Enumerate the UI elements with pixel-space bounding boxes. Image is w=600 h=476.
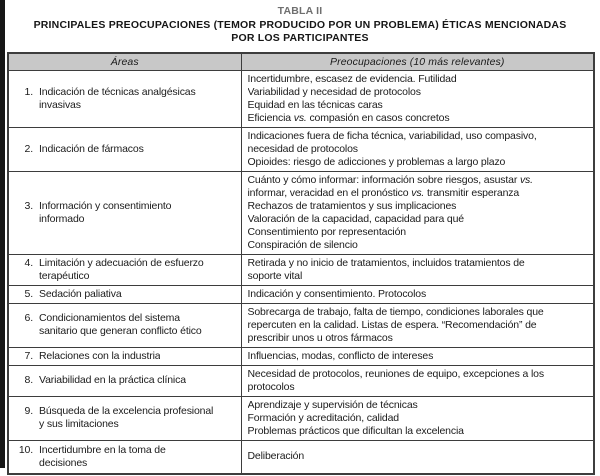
row-number: 4. <box>24 256 33 269</box>
area-cell <box>8 127 241 171</box>
row-number: 10. <box>18 443 33 456</box>
concern-line: Eficiencia vs. compasión en casos concretos <box>247 111 450 124</box>
concern-line: Valoración de la capacidad, capacidad para qué <box>247 212 464 225</box>
area-lines <box>39 374 186 387</box>
row-number: 5. <box>24 287 33 300</box>
concern-line: Equidad en las técnicas caras <box>247 98 383 111</box>
area-lines <box>39 200 171 226</box>
concern-line: Sobrecarga de trabajo, falta de tiempo, condiciones laborales que <box>247 305 544 318</box>
area-line: Indicación de fármacos <box>39 142 144 155</box>
concern-line: Rechazos de tratamientos y sus implicaciones <box>247 199 457 212</box>
area-line: Información y consentimiento <box>39 199 172 212</box>
area-wrap <box>9 350 237 363</box>
concerns-cell <box>241 365 594 396</box>
area-line: Condicionamientos del sistema <box>39 312 180 324</box>
table-row <box>8 440 594 474</box>
area-cell <box>8 347 241 365</box>
area-cell <box>8 303 241 347</box>
concern-line: Formación y acreditación, calidad <box>247 411 399 424</box>
header-row <box>8 53 594 70</box>
table-row <box>8 365 594 396</box>
concern-line: Cuánto y cómo informar: información sobre riesgos, asustar vs. <box>247 173 533 186</box>
concerns-cell <box>241 171 594 254</box>
area-lines <box>39 405 213 431</box>
area-wrap <box>9 86 237 112</box>
concern-line: soporte vital <box>247 269 303 282</box>
area-cell <box>8 396 241 440</box>
table-title-line1: PRINCIPALES PREOCUPACIONES (TEMOR PRODUCIDO POR UN PROBLEMA) ÉTICAS MENCIONADAS <box>33 18 567 31</box>
concern-line: Variabilidad y necesidad de protocolos <box>247 85 421 98</box>
area-line: Indicación de técnicas analgésicas <box>39 85 196 98</box>
concern-line: Conspiración de silencio <box>247 238 358 251</box>
area-wrap <box>9 312 237 338</box>
concern-line: Necesidad de protocolos, reuniones de equipo, excepciones a los <box>247 367 544 380</box>
table-row <box>8 171 594 254</box>
table-row <box>8 285 594 303</box>
table-row <box>8 254 594 285</box>
area-lines <box>39 288 122 301</box>
area-lines <box>39 86 196 112</box>
area-line: Limitación y adecuación de esfuerzo <box>39 256 204 269</box>
area-line: informado <box>39 212 85 225</box>
concern-line: Problemas prácticos que dificultan la excelencia <box>247 424 464 437</box>
concerns-cell <box>241 285 594 303</box>
concern-line: Indicaciones fuera de ficha técnica, variabilidad, uso compasivo, <box>247 129 537 142</box>
concerns-cell <box>241 254 594 285</box>
area-wrap <box>9 143 237 156</box>
area-wrap <box>9 288 237 301</box>
area-lines <box>39 350 160 363</box>
area-wrap <box>9 257 237 283</box>
concern-line: Incertidumbre, escasez de evidencia. Futilidad <box>247 72 457 85</box>
scan-edge-artifact <box>0 0 5 468</box>
concerns-cell <box>241 70 594 127</box>
concerns-cell <box>241 303 594 347</box>
table-number: TABLA II <box>277 5 323 17</box>
area-line: terapéutico <box>39 269 90 282</box>
concern-line: necesidad de protocolos <box>247 142 358 155</box>
table-title-line2: POR LOS PARTICIPANTES <box>231 32 369 44</box>
row-number: 6. <box>24 312 33 324</box>
area-lines <box>39 143 144 156</box>
area-lines <box>39 444 166 470</box>
area-cell <box>8 285 241 303</box>
table-caption <box>0 0 600 46</box>
area-line: y sus limitaciones <box>39 418 119 430</box>
area-cell <box>8 365 241 396</box>
concerns-cell <box>241 396 594 440</box>
area-line: invasivas <box>39 98 81 111</box>
concerns-cell <box>241 347 594 365</box>
area-wrap <box>9 374 237 387</box>
area-wrap <box>9 444 237 470</box>
concern-line: Deliberación <box>247 450 305 463</box>
area-line: Incertidumbre en la toma de <box>39 443 166 456</box>
concern-line: informar, veracidad en el pronóstico vs. transmitir esperanza <box>247 186 520 199</box>
concerns-cell <box>241 440 594 474</box>
row-number: 9. <box>24 405 33 417</box>
concern-line: Aprendizaje y supervisión de técnicas <box>247 398 418 411</box>
area-line: Búsqueda de la excelencia profesional <box>39 405 214 417</box>
concern-line: Retirada y no inicio de tratamientos, incluidos tratamientos de <box>247 256 525 269</box>
table-body <box>8 70 594 474</box>
concern-line: Indicación y consentimiento. Protocolos <box>247 287 427 300</box>
row-number: 8. <box>24 374 33 386</box>
row-number: 3. <box>24 199 33 212</box>
table-row <box>8 127 594 171</box>
area-line: Variabilidad en la práctica clínica <box>39 374 186 386</box>
area-cell <box>8 440 241 474</box>
row-number: 7. <box>24 349 33 362</box>
concern-line: Influencias, modas, conflicto de intereses <box>247 349 434 362</box>
area-wrap <box>9 405 237 431</box>
column-header-concerns: Preocupaciones (10 más relevantes) <box>241 53 594 70</box>
area-lines <box>39 257 204 283</box>
concern-line: repercuten en la calidad. Listas de espera. “Recomendación” de <box>247 318 537 331</box>
concern-line: Consentimiento por representación <box>247 225 406 238</box>
area-wrap <box>9 200 237 226</box>
row-number: 1. <box>24 85 33 98</box>
area-cell <box>8 70 241 127</box>
area-line: sanitario que generan conflicto ético <box>39 325 202 337</box>
area-cell <box>8 254 241 285</box>
table-row <box>8 70 594 127</box>
concern-line: prescribir unos u otros fármacos <box>247 331 393 344</box>
area-line: Sedación paliativa <box>39 287 122 300</box>
area-line: decisiones <box>39 456 88 469</box>
table-row <box>8 347 594 365</box>
area-cell <box>8 171 241 254</box>
concerns-table <box>7 52 595 475</box>
table-row <box>8 303 594 347</box>
table-row <box>8 396 594 440</box>
column-header-areas: Áreas <box>8 53 241 70</box>
area-lines <box>39 312 202 338</box>
concern-line: Opioides: riesgo de adicciones y problemas a largo plazo <box>247 155 506 168</box>
concerns-cell <box>241 127 594 171</box>
concern-line: protocolos <box>247 380 295 393</box>
area-line: Relaciones con la industria <box>39 349 161 362</box>
row-number: 2. <box>24 142 33 155</box>
